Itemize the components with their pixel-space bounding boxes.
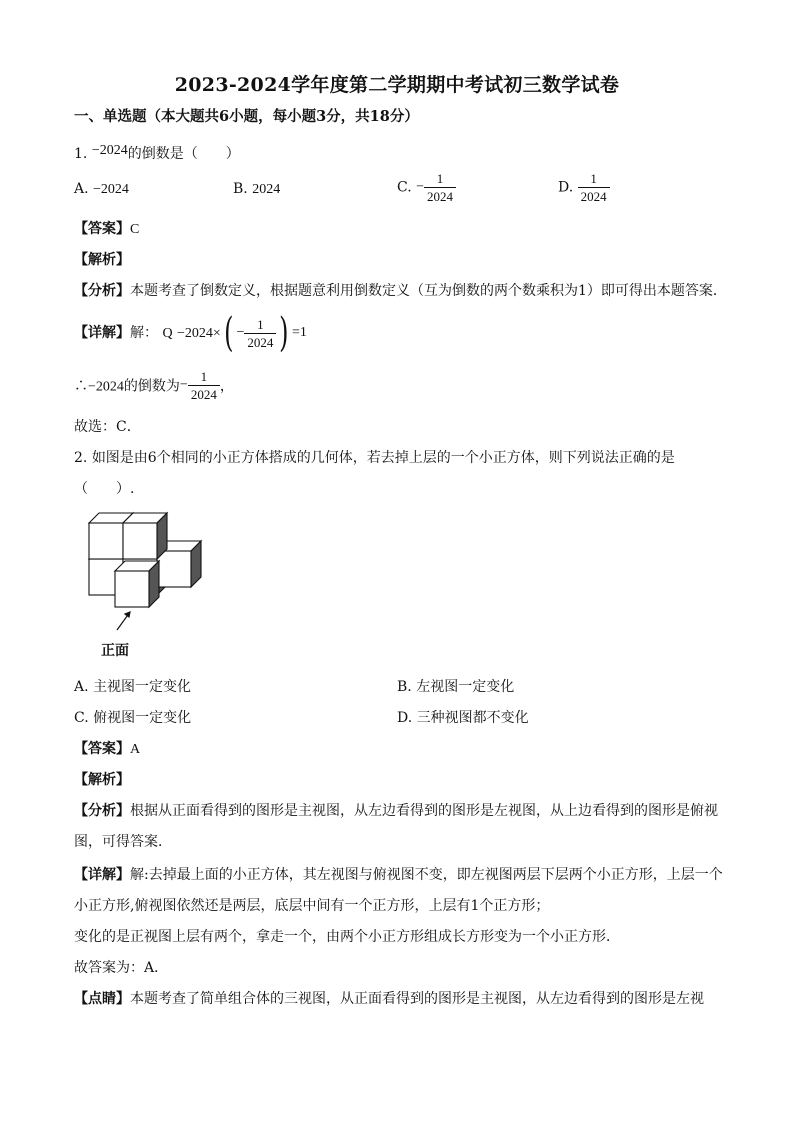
dianjing-line: [74, 988, 704, 1008]
option-value: −2024: [93, 182, 129, 197]
fraction: [244, 316, 276, 351]
answer-tag: 【答案】: [74, 221, 130, 237]
analysis-tag: 【解析】: [74, 252, 130, 268]
answer-value: C: [130, 222, 140, 237]
option-label: B.: [233, 181, 248, 197]
answer-value: A: [130, 742, 141, 757]
minus-sign: −: [416, 179, 425, 195]
question-number: 1.: [74, 146, 88, 162]
dianjing-tag: 【点睛】: [74, 991, 130, 1007]
option-value: 2024: [252, 182, 281, 197]
option-d: [558, 170, 610, 205]
question-1: [74, 143, 240, 163]
choose-line: 故选：C．: [74, 419, 141, 435]
fenxi-text: 本题考查了倒数定义，根据题意利用倒数定义（互为倒数的两个数乘积为1）即可得出本题答案．: [130, 283, 727, 299]
because-symbol: Q: [162, 326, 173, 341]
option-label: C.: [74, 710, 89, 726]
dianjing-text: 本题考查了简单组合体的三视图，从正面看得到的图形是主视图，从左边看得到的图形是左视: [130, 991, 704, 1007]
question-number: 2.: [74, 450, 88, 466]
detail-line: [74, 310, 307, 356]
answer-line: [74, 218, 139, 238]
option-value: 左视图一定变化: [416, 679, 515, 695]
arrow-head: [125, 612, 130, 617]
numerator: 1: [590, 171, 597, 186]
page-title: 2023-2024学年度第二学期期中考试初三数学试卷: [174, 74, 620, 96]
front-label: 正面: [101, 643, 129, 659]
fenxi-text: 根据从正面看得到的图形是主视图，从左边看得到的图形是左视图，从上边看得到的图形是俯视: [130, 803, 718, 819]
therefore-text: ∴−2024的倒数为: [74, 379, 180, 395]
numerator: 1: [257, 316, 264, 332]
left-paren: (: [223, 310, 234, 356]
option-value: 俯视图一定变化: [93, 710, 192, 726]
detail-tag: 【详解】: [74, 867, 130, 883]
question-text: 如图是由6个相同的小正方体搭成的几何体，若去掉上层的一个小正方体，则下列说法正确的是: [91, 450, 675, 466]
analysis-line-2: 图，可得答案．: [74, 834, 172, 850]
option-b: [397, 676, 514, 696]
expression-right: =1: [291, 325, 307, 340]
analysis-line-1: [74, 800, 718, 820]
question-2-bracket: （ ）.: [74, 481, 135, 497]
minus-sign: −: [236, 325, 245, 340]
question-2: [74, 447, 675, 467]
choose-line: 故答案为：A．: [74, 960, 169, 976]
option-label: D.: [397, 710, 413, 726]
option-c: [74, 707, 191, 727]
denominator: 2024: [424, 187, 456, 205]
detail-line-1: [74, 864, 723, 884]
question-text: 的倒数是（ ）: [127, 146, 240, 162]
fraction: [424, 170, 456, 205]
numerator: 1: [200, 369, 208, 384]
denominator: 2024: [578, 187, 610, 205]
option-label: B.: [397, 679, 412, 695]
fenxi-tag: 【分析】: [74, 803, 130, 819]
fraction: [578, 170, 610, 205]
expression-left: −2024×: [177, 326, 221, 341]
answer-line: [74, 738, 140, 758]
therefore-line: [74, 368, 234, 403]
detail-tag: 【详解】: [74, 325, 130, 341]
answer-tag: 【答案】: [74, 741, 130, 757]
cube-top-right: [123, 513, 167, 559]
analysis-tag: 【解析】: [74, 772, 130, 788]
option-label: A.: [74, 181, 89, 197]
option-label: C.: [397, 179, 412, 196]
option-d: [397, 707, 529, 727]
fraction: [188, 368, 220, 403]
detail-text: 解:去掉最上面的小正方体，其左视图与俯视图不变，即左视图两层下层两个小正方形，上层一个: [130, 867, 723, 883]
minus-sign: −: [179, 377, 188, 393]
option-label: D.: [558, 179, 574, 196]
denominator: 2024: [244, 333, 276, 351]
detail-prefix: 解：: [130, 325, 158, 341]
option-c: [397, 170, 456, 205]
option-a: [74, 676, 191, 696]
option-label: A.: [74, 679, 89, 695]
question-expression: −2024: [91, 143, 128, 158]
analysis-line: [74, 280, 727, 300]
option-value: 主视图一定变化: [93, 679, 192, 695]
right-paren: ): [279, 310, 289, 356]
detail-line-3: 变化的是正视图上层有两个，拿走一个，由两个小正方形组成长方形变为一个小正方形．: [74, 929, 620, 945]
detail-line-2: 小正方形,俯视图依然还是两层，底层中间有一个正方形，上层有1个正方形；: [74, 898, 550, 914]
option-value: 三种视图都不变化: [416, 710, 529, 726]
option-b: [233, 181, 280, 198]
denominator: 2024: [188, 385, 220, 403]
punctuation: ，: [219, 378, 234, 395]
option-a: [74, 181, 129, 198]
fenxi-tag: 【分析】: [74, 283, 130, 299]
section-heading: 一、单选题（本大题共6小题，每小题3分，共18分）: [74, 108, 419, 125]
cube-front: [115, 561, 159, 607]
numerator: 1: [436, 171, 444, 186]
